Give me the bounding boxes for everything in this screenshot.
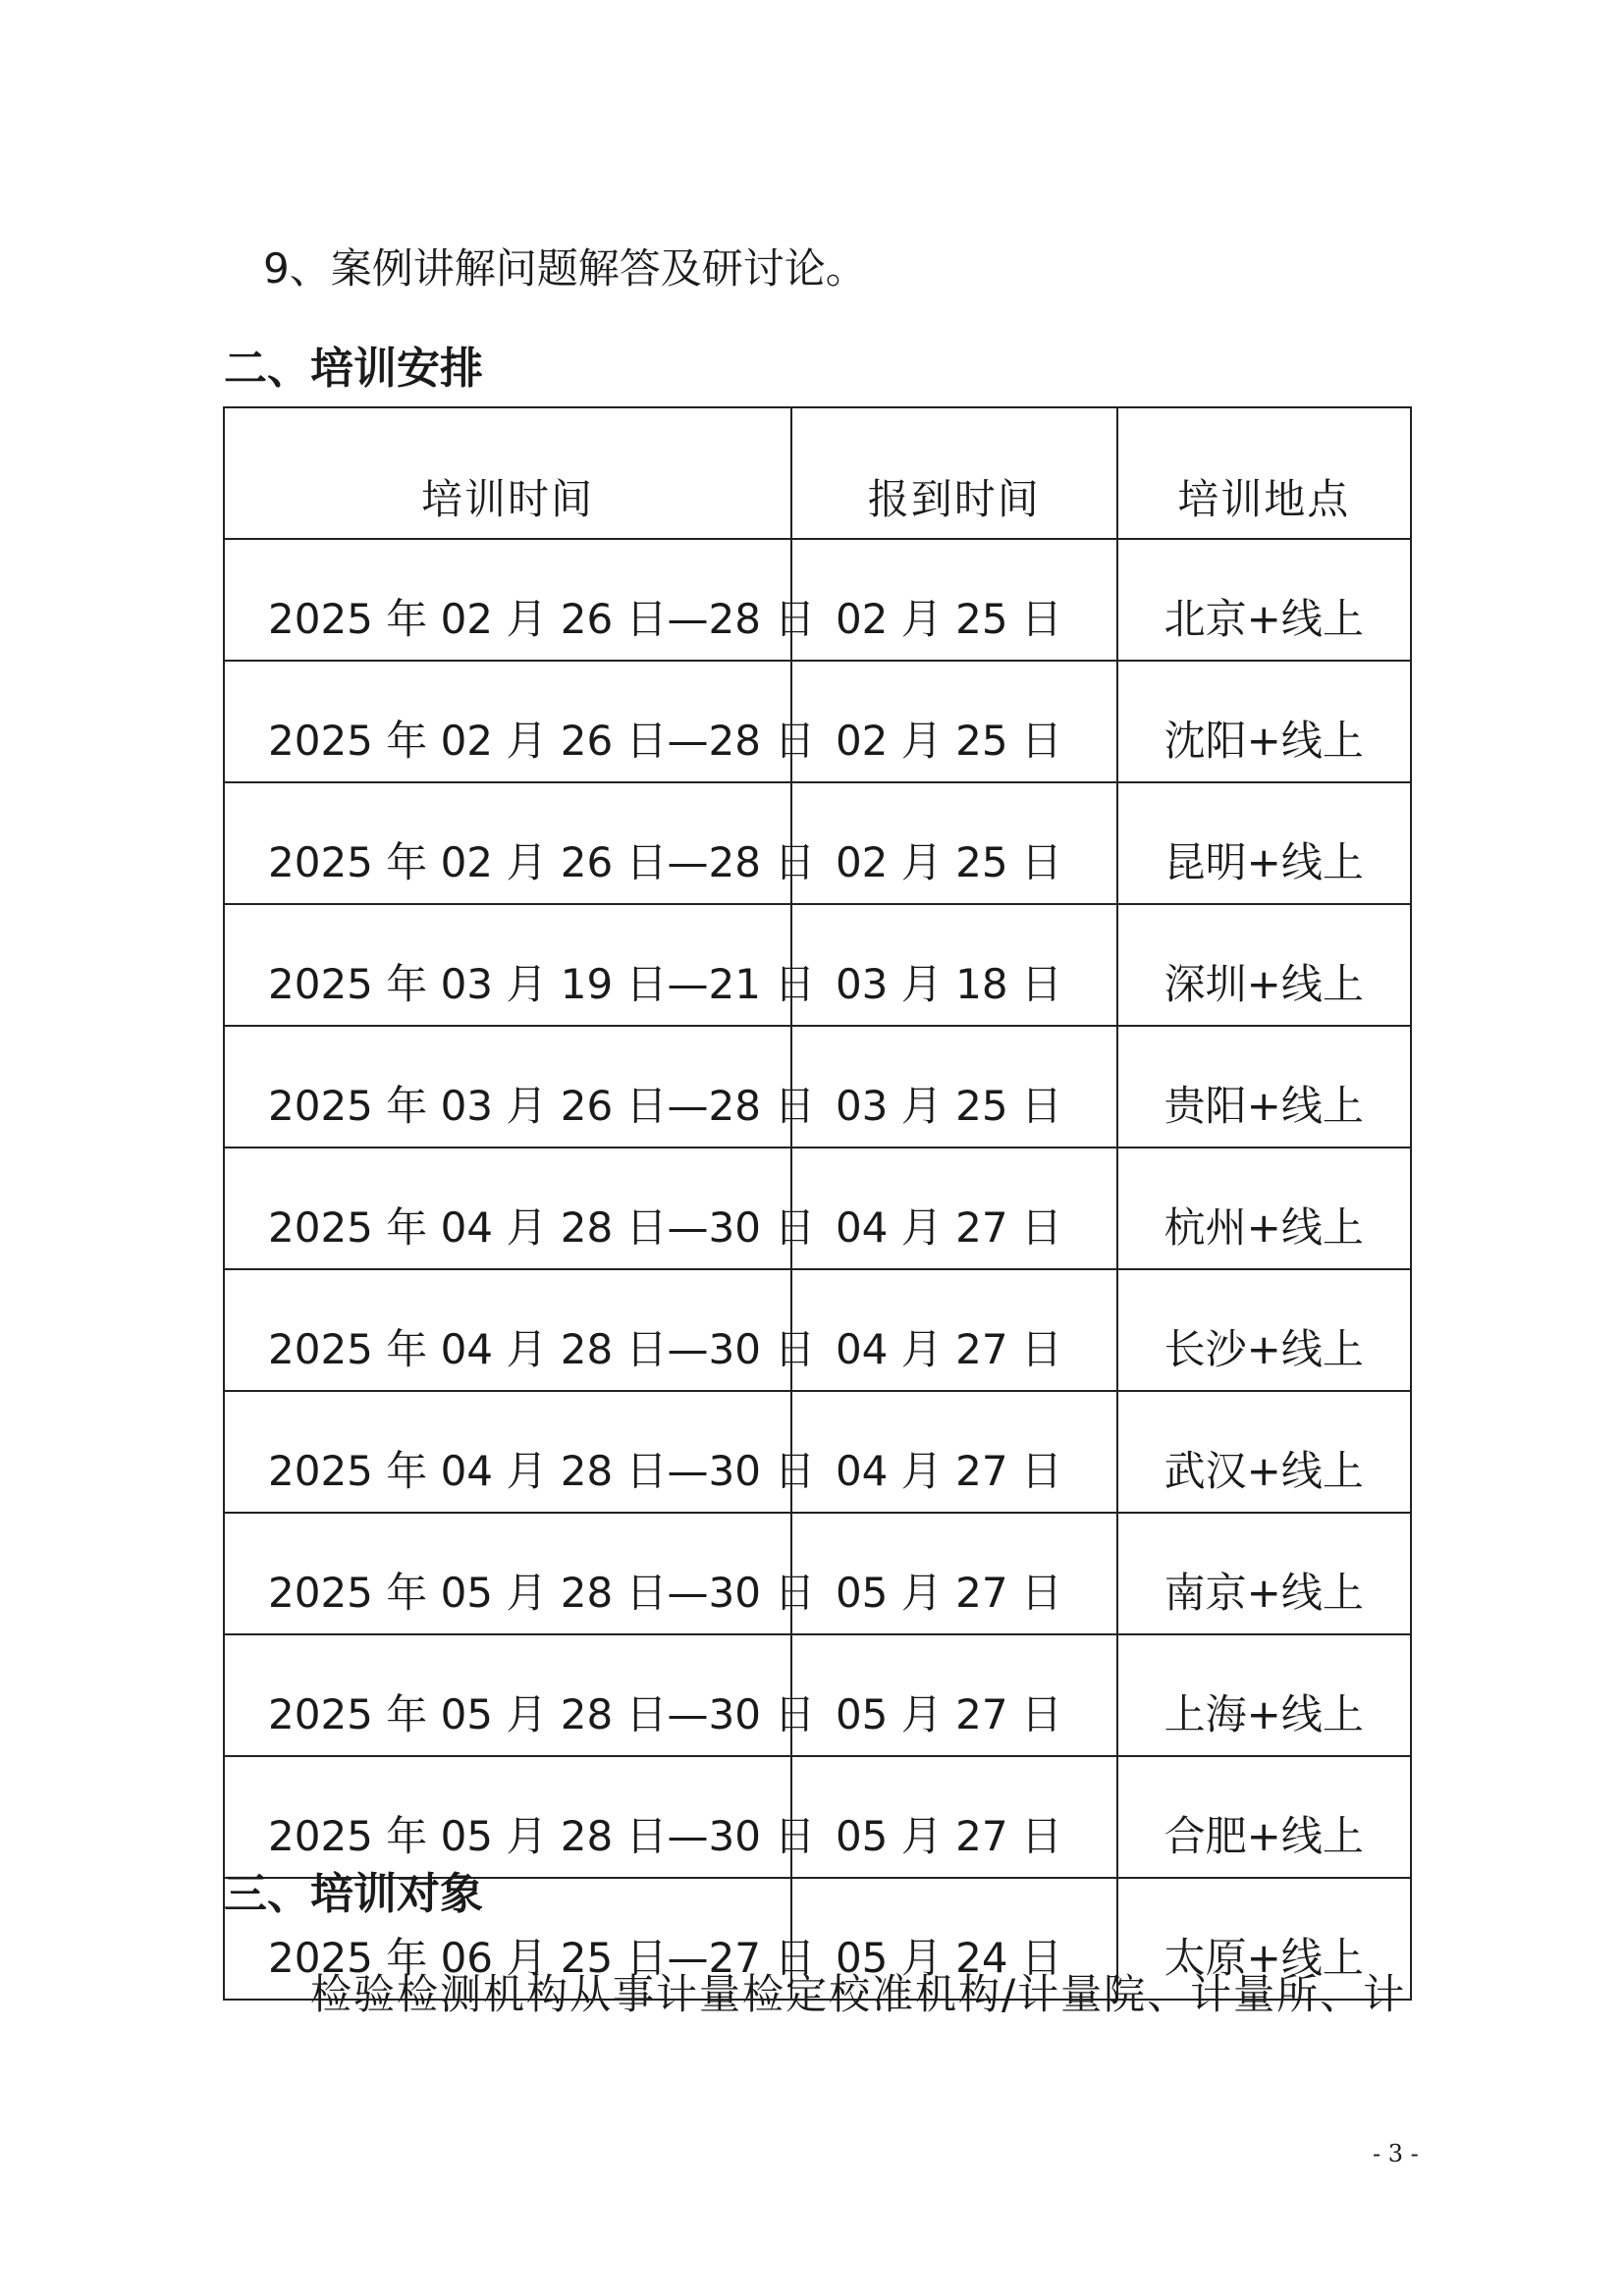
cell-location: 太原+线上 [1117, 1878, 1412, 2000]
cell-report-time: 05 月 27 日 [791, 1513, 1117, 1634]
table-row [224, 661, 1411, 782]
cell-location: 深圳+线上 [1117, 904, 1412, 1026]
cell-report-time: 02 月 25 日 [791, 782, 1117, 904]
cell-location: 杭州+线上 [1117, 1148, 1412, 1269]
cell-training-time: 2025 年 02 月 26 日—28 日 [224, 661, 791, 782]
section-heading-schedule: 二、培训安排 [224, 344, 483, 394]
list-item-9: 9、案例讲解问题解答及研讨论。 [263, 244, 867, 293]
cell-report-time: 04 月 27 日 [791, 1148, 1117, 1269]
cell-training-time: 2025 年 05 月 28 日—30 日 [224, 1756, 791, 1878]
cell-location: 沈阳+线上 [1117, 661, 1412, 782]
cell-location: 长沙+线上 [1117, 1269, 1412, 1391]
table-row [224, 1148, 1411, 1269]
page-number: - 3 - [1373, 2140, 1419, 2167]
cell-report-time: 05 月 27 日 [791, 1634, 1117, 1756]
section-heading-audience: 三、培训对象 [224, 1869, 483, 1919]
cell-report-time: 04 月 27 日 [791, 1391, 1117, 1513]
header-location: 培训地点 [1117, 407, 1412, 539]
table-row [224, 1634, 1411, 1756]
header-report-time: 报到时间 [791, 407, 1117, 539]
table-row [224, 782, 1411, 904]
cell-training-time: 2025 年 03 月 19 日—21 日 [224, 904, 791, 1026]
cell-location: 昆明+线上 [1117, 782, 1412, 904]
cell-training-time: 2025 年 04 月 28 日—30 日 [224, 1391, 791, 1513]
header-training-time: 培训时间 [224, 407, 791, 539]
cell-report-time: 04 月 27 日 [791, 1269, 1117, 1391]
table-row [224, 1269, 1411, 1391]
table-row [224, 539, 1411, 661]
cell-training-time: 2025 年 02 月 26 日—28 日 [224, 782, 791, 904]
cell-training-time: 2025 年 05 月 28 日—30 日 [224, 1634, 791, 1756]
cell-report-time: 03 月 25 日 [791, 1026, 1117, 1148]
cell-report-time: 02 月 25 日 [791, 661, 1117, 782]
cell-report-time: 05 月 24 日 [791, 1878, 1117, 2000]
cell-report-time: 02 月 25 日 [791, 539, 1117, 661]
cell-report-time: 05 月 27 日 [791, 1756, 1117, 1878]
cell-training-time: 2025 年 04 月 28 日—30 日 [224, 1148, 791, 1269]
cell-training-time: 2025 年 05 月 28 日—30 日 [224, 1513, 791, 1634]
cell-training-time: 2025 年 04 月 28 日—30 日 [224, 1269, 791, 1391]
cell-report-time: 03 月 18 日 [791, 904, 1117, 1026]
cell-training-time: 2025 年 03 月 26 日—28 日 [224, 1026, 791, 1148]
schedule-table [223, 406, 1412, 2001]
cell-location: 合肥+线上 [1117, 1756, 1412, 1878]
cell-training-time: 2025 年 02 月 26 日—28 日 [224, 539, 791, 661]
table-header-row [224, 407, 1411, 539]
cell-location: 武汉+线上 [1117, 1391, 1412, 1513]
audience-paragraph: 检验检测机构从事计量检定校准机构/计量院、计量所、计 [310, 1970, 1407, 2018]
table-row [224, 1513, 1411, 1634]
table-row [224, 1026, 1411, 1148]
table-row [224, 904, 1411, 1026]
cell-location: 上海+线上 [1117, 1634, 1412, 1756]
cell-training-time: 2025 年 06 月 25 日—27 日 [224, 1878, 791, 2000]
cell-location: 北京+线上 [1117, 539, 1412, 661]
table-row [224, 1756, 1411, 1878]
cell-location: 南京+线上 [1117, 1513, 1412, 1634]
table-row [224, 1391, 1411, 1513]
cell-location: 贵阳+线上 [1117, 1026, 1412, 1148]
